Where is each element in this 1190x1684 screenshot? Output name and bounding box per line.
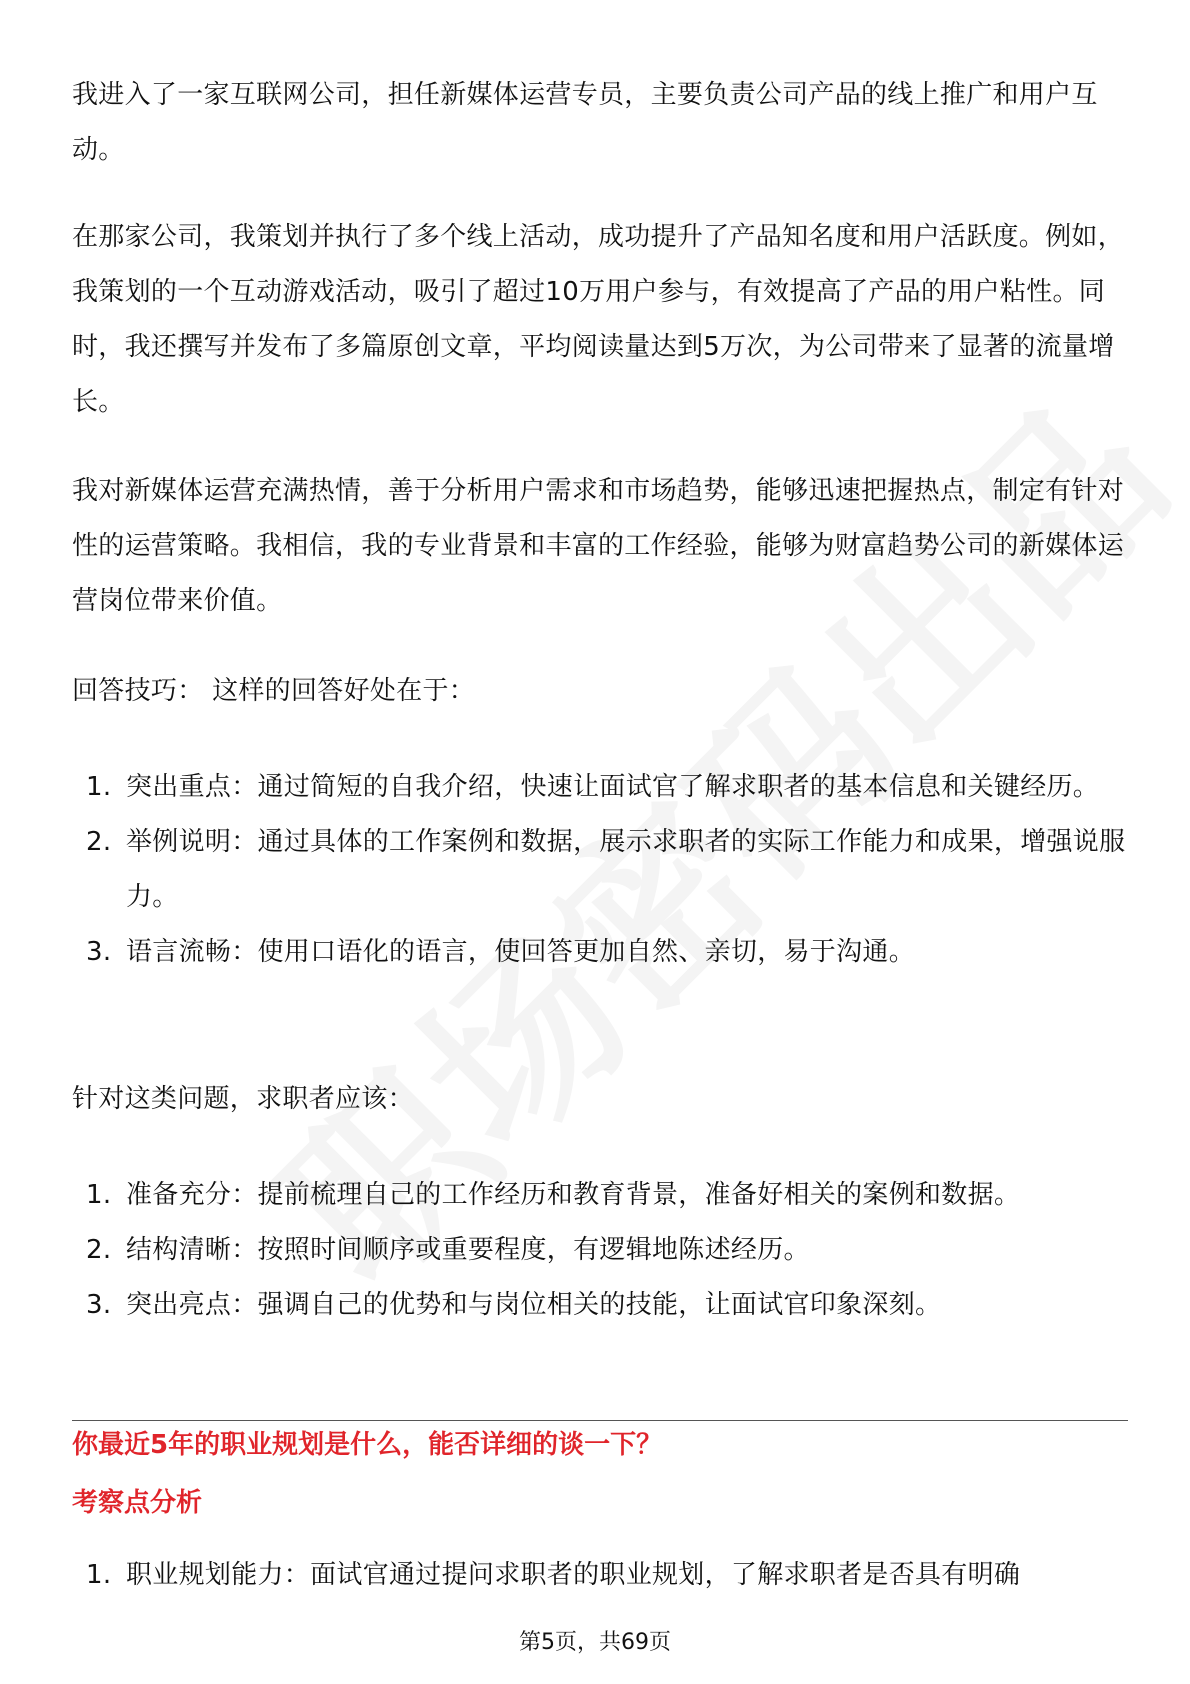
- list-item: [72, 1548, 1128, 1603]
- paragraph-answer-tips: 回答技巧： 这样的回答好处在于：: [72, 676, 476, 706]
- list-item: [72, 1223, 1128, 1278]
- list-number: 1.: [86, 1180, 112, 1210]
- list-number: 3.: [86, 937, 112, 967]
- question-heading: 你最近5年的职业规划是什么，能否详细的谈一下？: [72, 1430, 663, 1460]
- list-number: 1.: [86, 772, 112, 802]
- page-footer: 第5页，共69页: [519, 1630, 671, 1655]
- paragraph-achievements: 在那家公司，我策划并执行了多个线上活动，成功提升了产品知名度和用户活跃度。例如，我策划的一个互动游戏活动，吸引了超过10万用户参与，有效提高了产品的用户粘性。同时，我还撰写并发布了多篇原创文章，平均阅读量达到5万次，为公司带来了显著的流量增长。: [72, 222, 1125, 417]
- list-item-text: 突出亮点：强调自己的优势和与岗位相关的技能，让面试官印象深刻。: [126, 1290, 942, 1320]
- list-item-text: 突出重点：通过简短的自我介绍，快速让面试官了解求职者的基本信息和关键经历。: [126, 772, 1100, 802]
- list-item: [72, 1278, 1128, 1333]
- list-item-text: 职业规划能力：面试官通过提问求职者的职业规划，了解求职者是否具有明确: [126, 1560, 1021, 1590]
- analysis-list: [72, 1548, 1128, 1603]
- analysis-subheading: 考察点分析: [72, 1488, 203, 1518]
- list-number: 2.: [86, 1235, 112, 1265]
- advice-list: [72, 1168, 1128, 1333]
- list-item: [72, 1168, 1128, 1223]
- list-item: [72, 760, 1128, 815]
- list-item-text: 结构清晰：按照时间顺序或重要程度，有逻辑地陈述经历。: [126, 1235, 810, 1265]
- list-item-text: 举例说明：通过具体的工作案例和数据，展示求职者的实际工作能力和成果，增强说服力。: [126, 827, 1126, 912]
- list-number: 1.: [86, 1560, 112, 1590]
- list-item-text: 准备充分：提前梳理自己的工作经历和教育背景，准备好相关的案例和数据。: [126, 1180, 1021, 1210]
- list-number: 3.: [86, 1290, 112, 1320]
- paragraph-motivation: 我对新媒体运营充满热情，善于分析用户需求和市场趋势，能够迅速把握热点，制定有针对性的运营策略。我相信，我的专业背景和丰富的工作经验，能够为财富趋势公司的新媒体运营岗位带来价值。: [72, 476, 1125, 616]
- paragraph-experience-intro: 我进入了一家互联网公司，担任新媒体运营专员，主要负责公司产品的线上推广和用户互动。: [72, 80, 1098, 165]
- list-item: [72, 815, 1128, 925]
- list-item: [72, 925, 1128, 980]
- list-item-text: 语言流畅：使用口语化的语言，使回答更加自然、亲切，易于沟通。: [126, 937, 916, 967]
- list-number: 2.: [86, 827, 112, 857]
- paragraph-advice-intro: 针对这类问题，求职者应该：: [72, 1084, 414, 1114]
- answer-benefits-list: [72, 760, 1128, 980]
